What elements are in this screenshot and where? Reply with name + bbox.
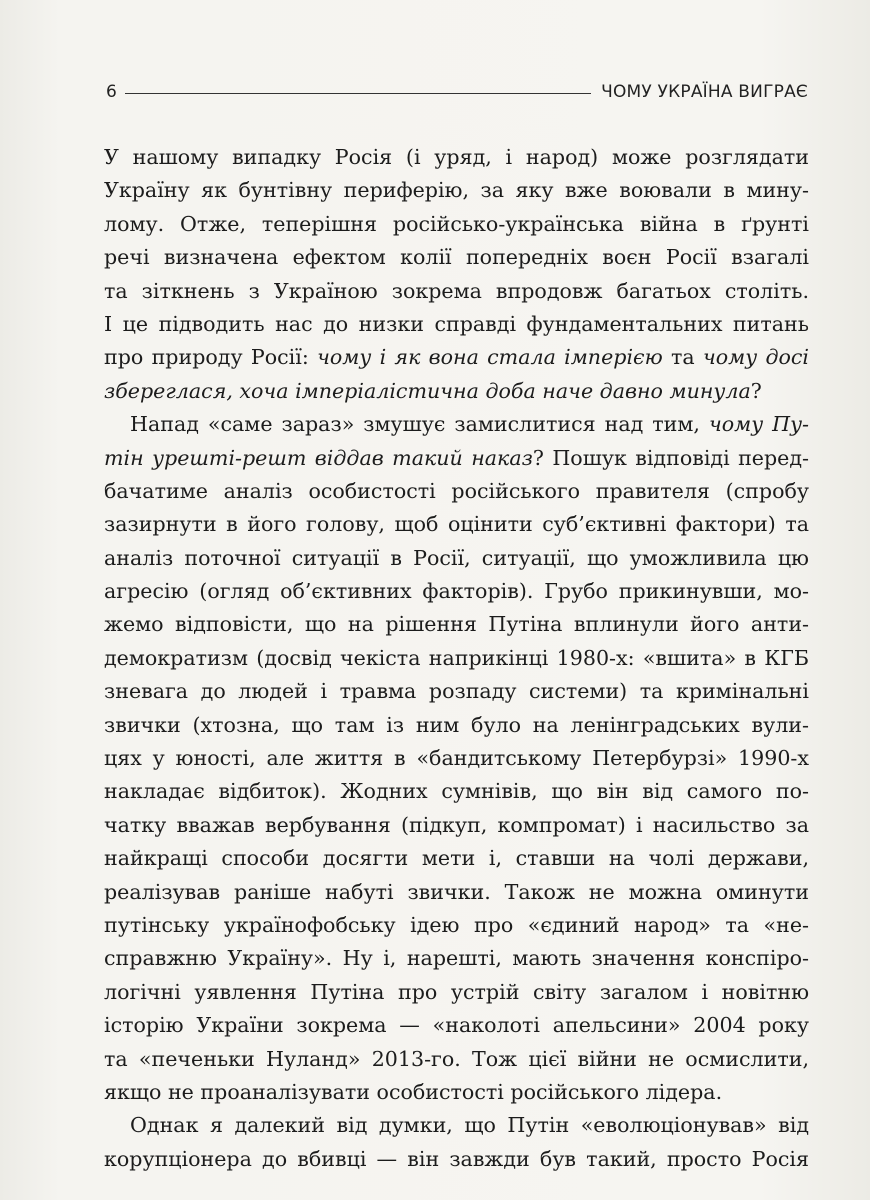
text-line: агресію (огляд об’єктивних факторів). Грубо прикинувши, мо- (104, 579, 809, 604)
text-line: І це підводить нас до низки справді фундаментальних питань (104, 311, 809, 336)
text-line: звички (хтозна, що там із ним було на ленінградських вули- (104, 712, 809, 737)
page-number: 6 (106, 82, 117, 102)
paragraph-start-line: Однак я далекий від думки, що Путін «еволюціонував» від (130, 1113, 809, 1138)
text-line: бачатиме аналіз особистості російського правителя (спробу (104, 478, 809, 503)
text-line: збереглася, хоча імперіалістична доба наче давно минула? (104, 378, 762, 403)
text-line: справжню Україну». Ну і, нарешті, мають значення конспіро- (104, 946, 809, 971)
paragraph-start-line: Напад «саме зараз» змушує замислитися над тим, чому Пу- (130, 412, 809, 437)
text-line: якщо не проаналізувати особистості російського лідера. (104, 1079, 723, 1104)
text-line: жемо відповісти, що на рішення Путіна вплинули його анти- (104, 612, 809, 637)
text-line: Україну як бунтівну периферію, за яку вже воювали в мину- (104, 178, 809, 203)
italic-phrase: чому і як вона стала імперією (317, 345, 663, 370)
text-line: путінську українофобську ідею про «єдиний народ» та «не- (104, 912, 809, 937)
text-line: У нашому випадку Росія (і уряд, і народ) може розглядати (104, 145, 809, 169)
italic-phrase: тін урешті-решт віддав такий наказ (104, 445, 533, 470)
text-line: аналіз поточної ситуації в Росії, ситуації, що уможливила цю (104, 545, 809, 570)
text-line: реалізував раніше набуті звички. Також не можна оминути (104, 879, 809, 904)
text-line: найкращі способи досягти мети і, ставши на чолі держави, (104, 846, 809, 871)
text-line: накладає відбиток). Жодних сумнівів, що він від самого по- (104, 779, 809, 804)
running-title: ЧОМУ УКРАЇНА ВИГРАЄ (601, 82, 808, 102)
text-line: демократизм (досвід чекіста наприкінці 1980-х: «вшита» в КГБ (104, 645, 809, 670)
text-line: речі визначена ефектом колії попередніх воєн Росії взагалі (104, 245, 809, 270)
text-line: тін урешті-решт віддав такий наказ? Пошук відповіді перед- (104, 445, 809, 470)
italic-phrase: чому Пу- (708, 412, 809, 437)
text-line: про природу Росії: чому і як вона стала імперією та чому досі (104, 345, 809, 370)
text-line: та «печеньки Нуланд» 2013-го. Тож цієї війни не осмислити, (104, 1046, 809, 1071)
text-line: логічні уявлення Путіна про устрій світу загалом і новітню (104, 979, 809, 1004)
text-line: та зіткнень з Україною зокрема впродовж багатьох століть. (104, 278, 809, 303)
italic-phrase: збереглася, хоча імперіалістична доба наче давно минула (104, 378, 751, 403)
body-text (104, 141, 809, 1176)
running-header (106, 80, 808, 104)
text-line: зазирнути в його голову, щоб оцінити суб’єктивні фактори) та (104, 512, 809, 537)
italic-phrase: чому досі (702, 345, 809, 370)
text-line: історію України зокрема — «наколоті апельсини» 2004 року (104, 1013, 809, 1038)
header-rule (125, 93, 591, 94)
text-line: зневага до людей і травма розпаду системи) та кримінальні (104, 679, 809, 704)
text-line: чатку вважав вербування (підкуп, компромат) і насильство за (104, 812, 809, 837)
text-line: лому. Отже, теперішня російсько-українська війна в ґрунті (104, 211, 809, 236)
text-line: цях у юності, але життя в «бандитському Петербурзі» 1990-х (104, 746, 809, 771)
text-line: корупціонера до вбивці — він завжди був такий, просто Росія (104, 1146, 809, 1171)
